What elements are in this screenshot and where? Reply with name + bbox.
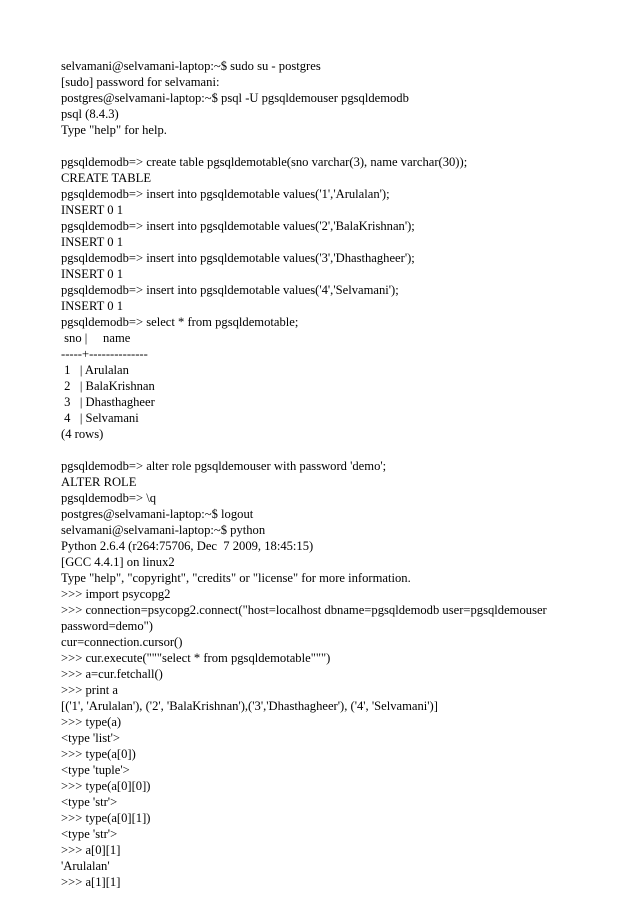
transcript-line: selvamani@selvamani-laptop:~$ sudo su - postgres [61, 59, 321, 73]
transcript-line: -----+-------------- [61, 347, 148, 361]
transcript-line: >>> a=cur.fetchall() [61, 667, 163, 681]
transcript-line: <type 'tuple'> [61, 763, 130, 777]
transcript-line: Type "help" for help. [61, 123, 167, 137]
transcript-line: psql (8.4.3) [61, 107, 119, 121]
transcript-line: INSERT 0 1 [61, 299, 123, 313]
transcript-line: pgsqldemodb=> select * from pgsqldemotable; [61, 315, 299, 329]
transcript-line: sno | name [61, 331, 131, 345]
transcript-line: Python 2.6.4 (r264:75706, Dec 7 2009, 18:45:15) [61, 539, 314, 553]
transcript-line: pgsqldemodb=> insert into pgsqldemotable values('4','Selvamani'); [61, 283, 399, 297]
terminal-transcript [61, 58, 621, 890]
transcript-line: [('1', 'Arulalan'), ('2', 'BalaKrishnan'),('3','Dhasthagheer'), ('4', 'Selvamani')] [61, 699, 438, 713]
transcript-line: INSERT 0 1 [61, 267, 123, 281]
transcript-line: [sudo] password for selvamani: [61, 75, 220, 89]
transcript-line [61, 138, 621, 154]
transcript-line: >>> type(a[0][1]) [61, 811, 151, 825]
transcript-line: >>> import psycopg2 [61, 587, 171, 601]
transcript-line: pgsqldemodb=> \q [61, 491, 157, 505]
transcript-line: >>> type(a[0][0]) [61, 779, 151, 793]
transcript-line: INSERT 0 1 [61, 235, 123, 249]
transcript-line: 1 | Arulalan [61, 363, 129, 377]
transcript-line: 4 | Selvamani [61, 411, 139, 425]
transcript-line: pgsqldemodb=> create table pgsqldemotable(sno varchar(3), name varchar(30)); [61, 155, 468, 169]
transcript-line: >>> print a [61, 683, 118, 697]
transcript-line: >>> a[0][1] [61, 843, 121, 857]
transcript-line: password=demo") [61, 619, 153, 633]
transcript-line: <type 'list'> [61, 731, 120, 745]
transcript-line: postgres@selvamani-laptop:~$ logout [61, 507, 254, 521]
transcript-line: CREATE TABLE [61, 171, 152, 185]
transcript-line: <type 'str'> [61, 827, 118, 841]
transcript-line: 'Arulalan' [61, 859, 110, 873]
transcript-line: >>> connection=psycopg2.connect("host=localhost dbname=pgsqldemodb user=pgsqldemouser [61, 603, 547, 617]
transcript-line: pgsqldemodb=> insert into pgsqldemotable values('3','Dhasthagheer'); [61, 251, 415, 265]
transcript-line: [GCC 4.4.1] on linux2 [61, 555, 175, 569]
transcript-line: postgres@selvamani-laptop:~$ psql -U pgsqldemouser pgsqldemodb [61, 91, 409, 105]
transcript-line: selvamani@selvamani-laptop:~$ python [61, 523, 266, 537]
transcript-line: >>> a[1][1] [61, 875, 121, 889]
transcript-line: >>> type(a) [61, 715, 122, 729]
transcript-line: Type "help", "copyright", "credits" or "license" for more information. [61, 571, 411, 585]
transcript-line: pgsqldemodb=> insert into pgsqldemotable values('1','Arulalan'); [61, 187, 390, 201]
transcript-line: <type 'str'> [61, 795, 118, 809]
transcript-line: pgsqldemodb=> alter role pgsqldemouser with password 'demo'; [61, 459, 387, 473]
transcript-line: 2 | BalaKrishnan [61, 379, 155, 393]
transcript-line: pgsqldemodb=> insert into pgsqldemotable values('2','BalaKrishnan'); [61, 219, 415, 233]
transcript-line: cur=connection.cursor() [61, 635, 183, 649]
transcript-line: >>> cur.execute("""select * from pgsqldemotable""") [61, 651, 331, 665]
transcript-line: (4 rows) [61, 427, 104, 441]
transcript-line: 3 | Dhasthagheer [61, 395, 155, 409]
transcript-line: >>> type(a[0]) [61, 747, 136, 761]
transcript-line [61, 442, 621, 458]
transcript-line: ALTER ROLE [61, 475, 137, 489]
transcript-line: INSERT 0 1 [61, 203, 123, 217]
